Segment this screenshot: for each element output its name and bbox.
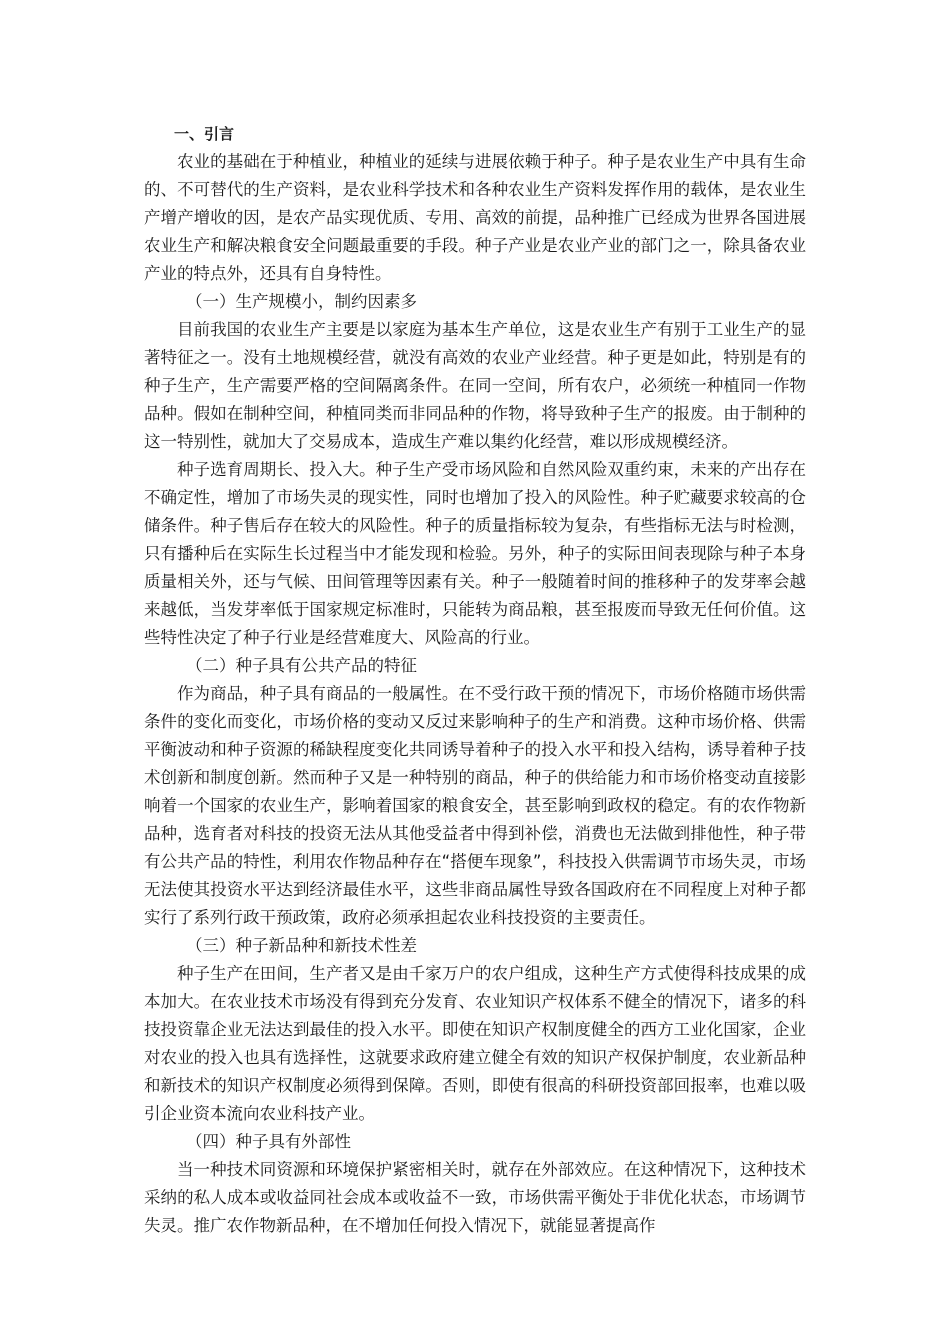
intro-heading: 一、引言 (174, 125, 235, 143)
document-page (144, 120, 806, 1240)
section-1-paragraph-1: 目前我国的农业生产主要是以家庭为基本生产单位，这是农业生产有别于工业生产的显著特征之一。没有土地规模经营，就没有高效的农业产业经营。种子更是如此，特别是有的种子生产，生产需要严格的空间隔离条件。在同一空间，所有农户，必须统一种植同一作物品种。假如在制种空间，种植同类而非同品种的作物，将导致种子生产的报废。由于制种的这一特别性，就加大了交易成本，造成生产难以集约化经营，难以形成规模经济。 (144, 320, 806, 451)
section-4-heading: （四）种子具有外部性 (186, 1132, 351, 1151)
section-2-paragraph-1: 作为商品，种子具有商品的一般属性。在不受行政干预的情况下，市场价格随市场供需条件的变化而变化，市场价格的变动又反过来影响种子的生产和消费。这种市场价格、供需平衡波动和种子资源的稀缺程度变化共同诱导着种子的投入水平和投入结构，诱导着种子技术创新和制度创新。然而种子又是一种特别的商品，种子的供给能力和市场价格变动直接影响着一个国家的农业生产，影响着国家的粮食安全，甚至影响到政权的稳定。有的农作物新品种，选育者对科技的投资无法从其他受益者中得到补偿，消费也无法做到排他性，种子带有公共产品的特性，利用农作物品种存在“搭便车现象”，科技投入供需调节市场失灵，市场无法使其投资水平达到经济最佳水平，这些非商品属性导致各国政府在不同程度上对种子都实行了系列行政干预政策，政府必须承担起农业科技投资的主要责任。 (144, 684, 806, 927)
section-3-paragraph-1: 种子生产在田间，生产者又是由千家万户的农户组成，这种生产方式使得科技成果的成本加大。在农业技术市场没有得到充分发育、农业知识产权体系不健全的情况下，诸多的科技投资靠企业无法达到最佳的投入水平。即使在知识产权制度健全的西方工业化国家，企业对农业的投入也具有选择性，这就要求政府建立健全有效的知识产权保护制度，农业新品种和新技术的知识产权制度必须得到保障。否则，即使有很高的科研投资部回报率，也难以吸引企业资本流向农业科技产业。 (144, 964, 806, 1123)
intro-paragraph: 农业的基础在于种植业，种植业的延续与进展依赖于种子。种子是农业生产中具有生命的、不可替代的生产资料，是农业科学技术和各种农业生产资料发挥作用的载体，是农业生产增产增收的因，是农产品实现优质、专用、高效的前提，品种推广已经成为世界各国进展农业生产和解决粮食安全问题最重要的手段。种子产业是农业产业的部门之一，除具备农业产业的特点外，还具有自身特性。 (144, 152, 806, 283)
section-1-paragraph-2: 种子选育周期长、投入大。种子生产受市场风险和自然风险双重约束，未来的产出存在不确定性，增加了市场失灵的现实性，同时也增加了投入的风险性。种子贮藏要求较高的仓储条件。种子售后存在较大的风险性。种子的质量指标较为复杂，有些指标无法与时检测，只有播种后在实际生长过程当中才能发现和检验。另外，种子的实际田间表现除与种子本身质量相关外，还与气候、田间管理等因素有关。种子一般随着时间的推移种子的发芽率会越来越低，当发芽率低于国家规定标准时，只能转为商品粮，甚至报废而导致无任何价值。这些特性决定了种子行业是经营难度大、风险高的行业。 (144, 460, 806, 647)
section-4-paragraph-1: 当一种技术同资源和环境保护紧密相关时，就存在外部效应。在这种情况下，这种技术采纳的私人成本或收益同社会成本或收益不一致，市场供需平衡处于非优化状态，市场调节失灵。推广农作物新品种，在不增加任何投入情况下，就能显著提高作 (144, 1160, 806, 1235)
section-1-heading: （一）生产规模小，制约因素多 (186, 292, 417, 311)
section-2-heading: （二）种子具有公共产品的特征 (186, 656, 417, 675)
section-3-heading: （三）种子新品种和新技术性差 (186, 936, 417, 955)
